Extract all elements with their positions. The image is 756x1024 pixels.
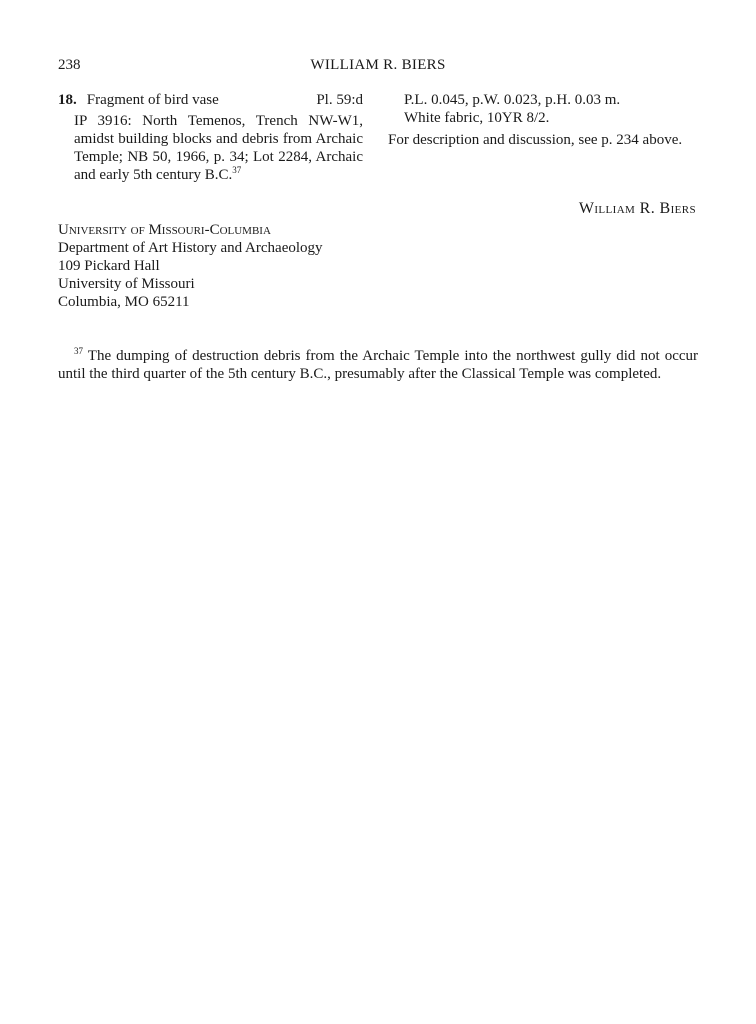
footnote <box>58 347 698 383</box>
context-text: IP 3916: North Temenos, Trench NW-W1, amidst building blocks and debris from Archaic Temple; NB 50, 1966, p. 34; Lot 2284, Archaic and early 5th century <box>74 113 363 183</box>
address-building: 109 Pickard Hall <box>58 258 160 274</box>
running-head: WILLIAM R. BIERS <box>310 57 446 73</box>
address-university: University of Missouri <box>58 276 195 292</box>
entry-details <box>388 91 688 149</box>
footnote-reference: 37 <box>232 165 242 175</box>
footnote-number: 37 <box>74 346 83 356</box>
footnote-text-end: , presumably after the Classical Temple was completed. <box>327 366 662 382</box>
entry-dimensions: P.L. 0.045, p.W. 0.023, p.H. 0.03 m. <box>404 92 621 108</box>
address-department: Department of Art History and Archaeology <box>58 240 323 256</box>
entry-context <box>58 112 363 184</box>
entry-heading <box>58 91 363 109</box>
author-address <box>58 221 458 311</box>
entry-title: Fragment of bird vase <box>86 92 219 108</box>
footnote-text: The dumping of destruction debris from the Archaic Temple into the northwest gully did not occur until the third quarter of the 5th century <box>58 348 699 382</box>
page-number: 238 <box>58 57 81 73</box>
entry-fabric: White fabric, 10YR 8/2. <box>404 110 550 126</box>
author-signature: William R. Biers <box>578 200 696 217</box>
plate-reference: Pl. 59:d <box>316 92 363 108</box>
address-institution: University of Missouri-Columbia <box>58 222 271 238</box>
footnote-era: B.C. <box>299 366 328 382</box>
context-era: B.C. <box>204 167 233 183</box>
address-city: Columbia, MO 65211 <box>58 294 190 310</box>
entry-description: For description and discussion, see p. 234 above. <box>388 132 683 148</box>
catalogue-entry <box>58 91 363 184</box>
entry-number: 18. <box>58 92 77 108</box>
